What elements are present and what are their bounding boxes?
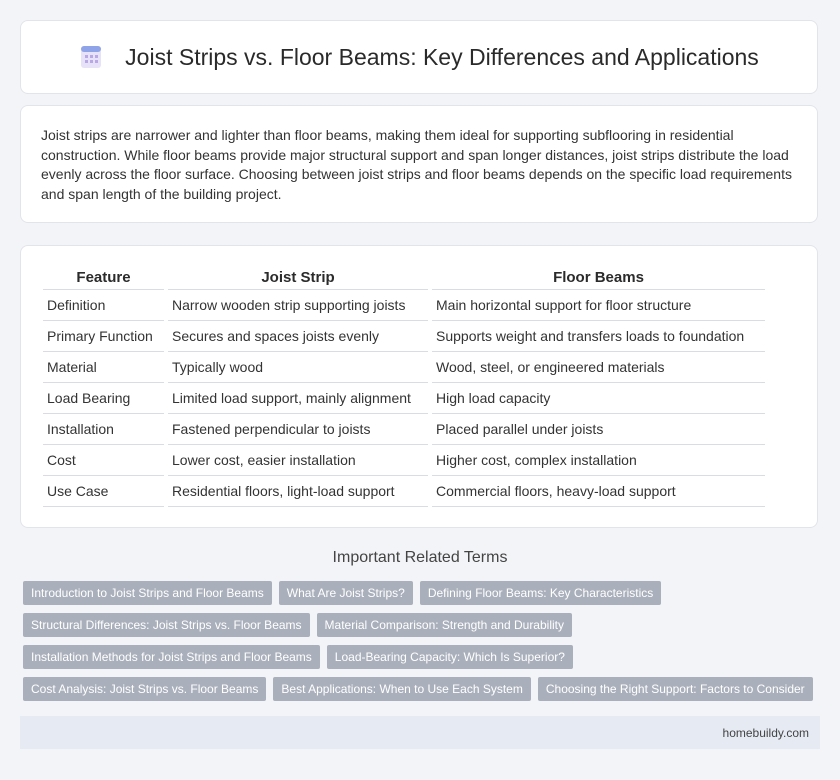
intro-text: Joist strips are narrower and lighter than floor beams, making them ideal for supporting subflooring in residential construction. While floor beams provide major structural support and span longer distances, joist strips distribute the load evenly across the floor surface. Choosing between joist strips and floor beams depends on the specific load requirements and span length of the building project. (41, 127, 792, 202)
table-cell: Use Case (43, 476, 164, 507)
related-term-tag[interactable]: Defining Floor Beams: Key Characteristics (420, 581, 661, 605)
tag-row (23, 645, 823, 669)
related-term-tag[interactable]: Choosing the Right Support: Factors to Consider (538, 677, 813, 701)
table-row (43, 352, 765, 383)
related-term-tag[interactable]: Best Applications: When to Use Each System (273, 677, 530, 701)
table-row (43, 476, 765, 507)
tag-row (23, 613, 823, 637)
related-term-tag[interactable]: Load-Bearing Capacity: Which Is Superior? (327, 645, 573, 669)
footer-site-link[interactable]: homebuildy.com (722, 725, 809, 740)
table-cell: Main horizontal support for floor structure (432, 290, 765, 321)
document-icon (79, 44, 103, 70)
title-card (20, 20, 818, 94)
intro-card (20, 105, 818, 223)
related-term-tag[interactable]: Introduction to Joist Strips and Floor Beams (23, 581, 272, 605)
page-title: Joist Strips vs. Floor Beams: Key Differences and Applications (125, 43, 759, 70)
tag-row (23, 677, 823, 701)
page-title-wrap (79, 44, 759, 71)
related-term-tag[interactable]: Material Comparison: Strength and Durability (317, 613, 572, 637)
table-row (43, 383, 765, 414)
column-header-feature: Feature (43, 266, 164, 290)
table-cell: Secures and spaces joists evenly (168, 321, 428, 352)
table-cell: Commercial floors, heavy-load support (432, 476, 765, 507)
related-terms-list (23, 581, 823, 709)
comparison-table-card (20, 245, 818, 528)
table-cell: Fastened perpendicular to joists (168, 414, 428, 445)
table-cell: Definition (43, 290, 164, 321)
table-cell: Installation (43, 414, 164, 445)
table-cell: Typically wood (168, 352, 428, 383)
related-term-tag[interactable]: Installation Methods for Joist Strips and Floor Beams (23, 645, 320, 669)
table-row (43, 414, 765, 445)
table-row (43, 290, 765, 321)
column-header-joist-strip: Joist Strip (168, 266, 428, 290)
footer-bar (20, 716, 820, 749)
column-header-floor-beams: Floor Beams (432, 266, 765, 290)
table-cell: Load Bearing (43, 383, 164, 414)
related-term-tag[interactable]: Structural Differences: Joist Strips vs. Floor Beams (23, 613, 310, 637)
table-cell: Lower cost, easier installation (168, 445, 428, 476)
table-row (43, 321, 765, 352)
table-cell: Residential floors, light-load support (168, 476, 428, 507)
related-terms-heading: Important Related Terms (332, 549, 508, 566)
table-cell: Narrow wooden strip supporting joists (168, 290, 428, 321)
tag-row (23, 581, 823, 605)
table-cell: Supports weight and transfers loads to foundation (432, 321, 765, 352)
table-cell: Material (43, 352, 164, 383)
table-cell: Primary Function (43, 321, 164, 352)
table-cell: Higher cost, complex installation (432, 445, 765, 476)
related-term-tag[interactable]: What Are Joist Strips? (279, 581, 413, 605)
table-cell: High load capacity (432, 383, 765, 414)
table-cell: Placed parallel under joists (432, 414, 765, 445)
table-header-row (43, 266, 765, 290)
table-cell: Wood, steel, or engineered materials (432, 352, 765, 383)
table-cell: Cost (43, 445, 164, 476)
table-cell: Limited load support, mainly alignment (168, 383, 428, 414)
related-term-tag[interactable]: Cost Analysis: Joist Strips vs. Floor Beams (23, 677, 266, 701)
comparison-table (39, 266, 769, 507)
table-row (43, 445, 765, 476)
